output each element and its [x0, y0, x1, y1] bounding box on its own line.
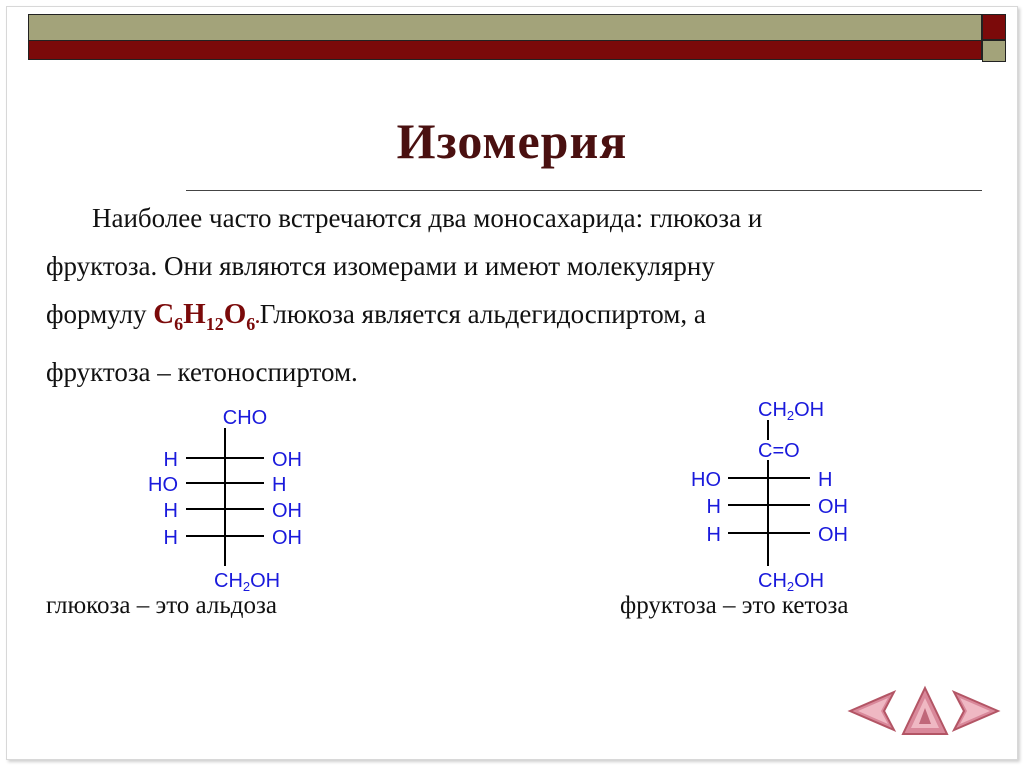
glucose-row-2-right: H — [272, 474, 287, 496]
fructose-bottom-sub: 2 — [786, 579, 795, 594]
fructose-top-ch: CH — [758, 399, 787, 421]
glucose-caption: глюкоза – это альдоза — [46, 592, 277, 619]
paragraph-line-3-prefix: формулу — [46, 299, 154, 329]
formula-c-count: 6 — [174, 313, 184, 334]
fructose-bottom-oh: OH — [794, 570, 825, 592]
fructose-row-2-left: H — [706, 496, 721, 518]
formula-o-count: 6 — [246, 313, 256, 334]
fructose-carbonyl: C=O — [758, 440, 800, 462]
paragraph-line-4: фруктоза – кетоноспиртом. — [46, 356, 358, 387]
glucose-structure — [186, 428, 264, 566]
fructose-labels — [691, 399, 848, 594]
fructose-caption: фруктоза – это кетоза — [620, 592, 849, 619]
next-icon[interactable] — [950, 686, 1002, 736]
fructose-row-3-right: OH — [818, 524, 848, 546]
formula-o: О — [223, 298, 247, 330]
fructose-top-group — [758, 399, 824, 423]
glucose-row-3-left: H — [163, 500, 178, 522]
formula-c: С — [153, 298, 175, 330]
glucose-row-4-right: OH — [272, 527, 302, 549]
fructose-bottom-ch: CH — [758, 570, 787, 592]
fructose-top-sub: 2 — [786, 408, 795, 423]
previous-icon[interactable] — [846, 686, 898, 736]
glucose-bottom-group — [214, 570, 280, 594]
paragraph-line-3-suffix: Глюкоза является альдегидоспиртом, а — [259, 299, 706, 329]
glucose-top-group: CHO — [222, 407, 268, 429]
fructose-bottom-group — [758, 570, 824, 594]
fructose-row-1-left: HO — [691, 469, 721, 491]
glucose-row-1-right: OH — [272, 449, 302, 471]
fructose-row-1-right: H — [818, 469, 833, 491]
glucose-bottom-ch: CH — [214, 570, 243, 592]
formula-h: Н — [183, 298, 206, 330]
glucose-bottom-sub: 2 — [242, 579, 251, 594]
glucose-bottom-oh: OH — [250, 570, 281, 592]
paragraph-line-1-text: Наиболее часто встречаются два моносахарида: глюкоза и — [92, 203, 763, 233]
home-icon[interactable] — [900, 684, 950, 738]
fructose-top-oh: OH — [794, 399, 825, 421]
fructose-row-3-left: H — [706, 524, 721, 546]
glucose-row-4-left: H — [163, 527, 178, 549]
glucose-row-3-right: OH — [272, 500, 302, 522]
formula-dot: . — [255, 307, 260, 327]
fructose-row-2-right: OH — [818, 496, 848, 518]
paragraph-line-2: фруктоза. Они являются изомерами и имеют молекулярну — [46, 251, 715, 281]
slide-title: Изомерия — [396, 113, 628, 169]
glucose-row-2-left: HO — [148, 474, 178, 496]
glucose-row-1-left: H — [163, 449, 178, 471]
formula-h-count: 12 — [205, 313, 224, 334]
